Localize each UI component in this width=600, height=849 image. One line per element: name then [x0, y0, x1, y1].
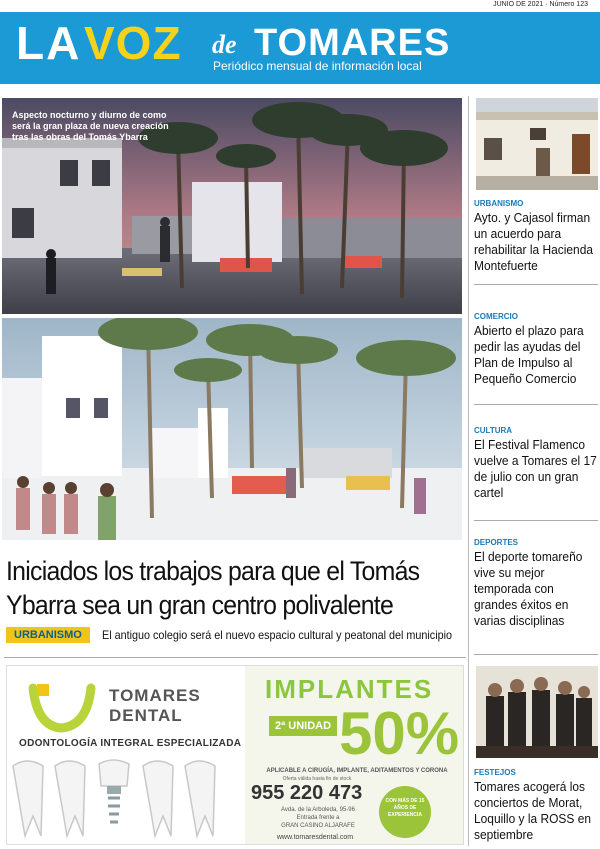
dental-advertisement[interactable] — [6, 665, 464, 845]
sidebar-headline: El deporte tomareño vive su mejor temporada con grandes éxitos en varias disciplinas — [474, 549, 583, 628]
ad-second-unit: 2ª UNIDAD — [269, 716, 337, 736]
sidebar-divider — [474, 284, 598, 285]
sidebar-headline: Tomares acogerá los conciertos de Morat, Loquillo y la ROSS en septiembre — [474, 779, 592, 842]
hacienda-montefuerte-photo — [476, 98, 598, 190]
sidebar-tag: URBANISMO — [474, 199, 524, 208]
sidebar-tag: COMERCIO — [474, 312, 518, 321]
logo-voz: VOZ — [84, 17, 182, 69]
masthead — [0, 12, 600, 84]
sidebar-headline: Abierto el plazo para pedir las ayudas del Plan de Impulso al Pequeño Comercio — [474, 323, 584, 386]
issue-line-bar — [0, 0, 600, 12]
ad-discount: 50% — [339, 700, 460, 767]
ad-valid: Oferta válida hasta fin de stock — [282, 776, 352, 782]
sidebar-tag: CULTURA — [474, 426, 513, 435]
section-divider — [4, 657, 466, 658]
ad-website[interactable]: www.tomaresdental.com — [276, 834, 354, 841]
sidebar-tag: FESTEJOS — [474, 768, 516, 777]
logo-tomares: TOMARES — [254, 22, 451, 64]
teeth-illustration-icon — [7, 756, 237, 845]
sidebar-story-urbanismo[interactable] — [474, 199, 598, 274]
section-badge-urbanismo: URBANISMO — [6, 627, 90, 643]
plaza-day-photo — [2, 318, 462, 540]
sidebar-story-comercio[interactable] — [474, 312, 598, 387]
sidebar-story-deportes[interactable] — [474, 538, 598, 629]
sidebar-headline: El Festival Flamenco vuelve a Tomares el 17 de julio con un gran cartel — [474, 437, 597, 500]
photo-caption: Aspecto nocturno y diurno de como será la gran plaza de nueva creación tras las obras del Tomás Ybarra — [12, 110, 169, 142]
ad-address-line3: GRAN CASINO ALJARAFE — [281, 823, 355, 829]
sidebar-divider — [474, 520, 598, 521]
musicians-photo — [476, 666, 598, 758]
sidebar-divider — [474, 654, 598, 655]
ad-experience-badge: CON MÁS DE 15 AÑOS DE EXPERIENCIA — [379, 786, 431, 838]
logo-de: de — [212, 30, 237, 59]
dental-logo-icon — [27, 682, 97, 736]
sidebar-story-cultura[interactable] — [474, 426, 598, 501]
ad-address-line2: Entrada frente a — [296, 815, 340, 821]
column-divider — [468, 96, 469, 846]
ad-brand-line2: DENTAL — [109, 706, 183, 725]
plaza-night-photo — [2, 98, 462, 314]
logo-la: LA — [16, 17, 82, 69]
ad-phone[interactable]: 955 220 473 — [251, 782, 363, 804]
masthead-subtitle: Periódico mensual de información local — [213, 59, 422, 73]
ad-address-line1: Avda. de la Arboleda, 95-96 — [281, 807, 355, 813]
main-headline[interactable]: Iniciados los trabajos para que el Tomás Ybarra sea un gran centro polivalente — [6, 556, 420, 620]
sidebar-story-festejos[interactable] — [474, 768, 598, 843]
main-subhead: El antiguo colegio será el nuevo espacio cultural y peatonal del municipio — [102, 628, 453, 642]
ad-headline: IMPLANTES — [265, 674, 434, 704]
ad-services: APLICABLE A CIRUGÍA, IMPLANTE, ADITAMENTOS Y CORONA — [266, 768, 448, 774]
sidebar-divider — [474, 404, 598, 405]
sidebar-tag: DEPORTES — [474, 538, 519, 547]
issue-date-number: JUNIO DE 2021 · Número 123 — [493, 1, 588, 8]
ad-brand-line1: TOMARES — [109, 686, 201, 705]
ad-tagline: ODONTOLOGÍA INTEGRAL ESPECIALIZADA — [19, 738, 242, 749]
sidebar-headline: Ayto. y Cajasol firman un acuerdo para rehabilitar la Hacienda Montefuerte — [474, 210, 594, 273]
